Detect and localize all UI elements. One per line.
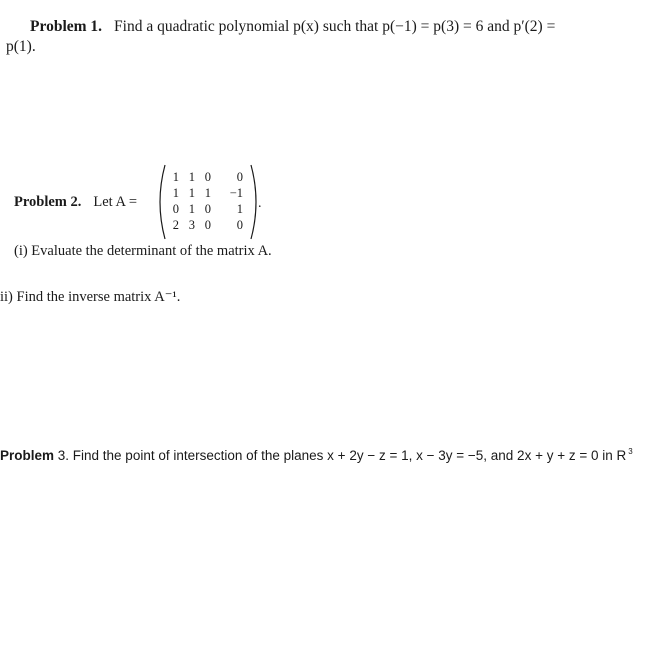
matrix-cell: −1 [229,186,243,200]
matrix-cell: 3 [188,218,195,232]
matrix-cell: 1 [188,202,195,216]
problem3-superscript: 3 [628,447,633,456]
problem3-heading: Problem [0,448,55,463]
problem2-part2: ii) Find the inverse matrix A⁻¹. [0,289,181,305]
matrix-cell: 1 [172,170,179,184]
matrix-a [157,163,259,241]
matrix-cell: 0 [236,218,243,232]
matrix-cell: 1 [172,186,179,200]
problem2-part1: (i) Evaluate the determinant of the matrix A. [14,243,272,259]
matrix-cell: 1 [204,186,211,200]
matrix-cell: 0 [204,202,211,216]
problem1-line1 [30,18,555,36]
problem1-line2: p(1). [6,38,36,55]
matrix-cell: 0 [236,170,243,184]
matrix-cell: 0 [204,218,211,232]
problem3-text: 3. Find the point of intersection of the planes x + 2y − z = 1, x − 3y = −5, and 2x + y + z = 0 in R [54,448,627,463]
problem2-label [14,194,137,211]
matrix-period: . [258,196,262,211]
problem3 [0,447,633,463]
right-paren [251,165,256,239]
problem1-heading: Problem 1. [30,18,103,35]
matrix-cell: 2 [172,218,179,232]
problem2-intro: Let A = [93,194,138,210]
problem2-heading: Problem 2. [14,194,82,210]
matrix-cell: 0 [204,170,211,184]
problem1-text: Find a quadratic polynomial p(x) such that p(−1) = p(3) = 6 and p′(2) = [114,18,556,35]
matrix-cell: 1 [188,186,195,200]
matrix-cell: 0 [172,202,179,216]
matrix-cell: 1 [236,202,243,216]
matrix-cell: 1 [188,170,195,184]
